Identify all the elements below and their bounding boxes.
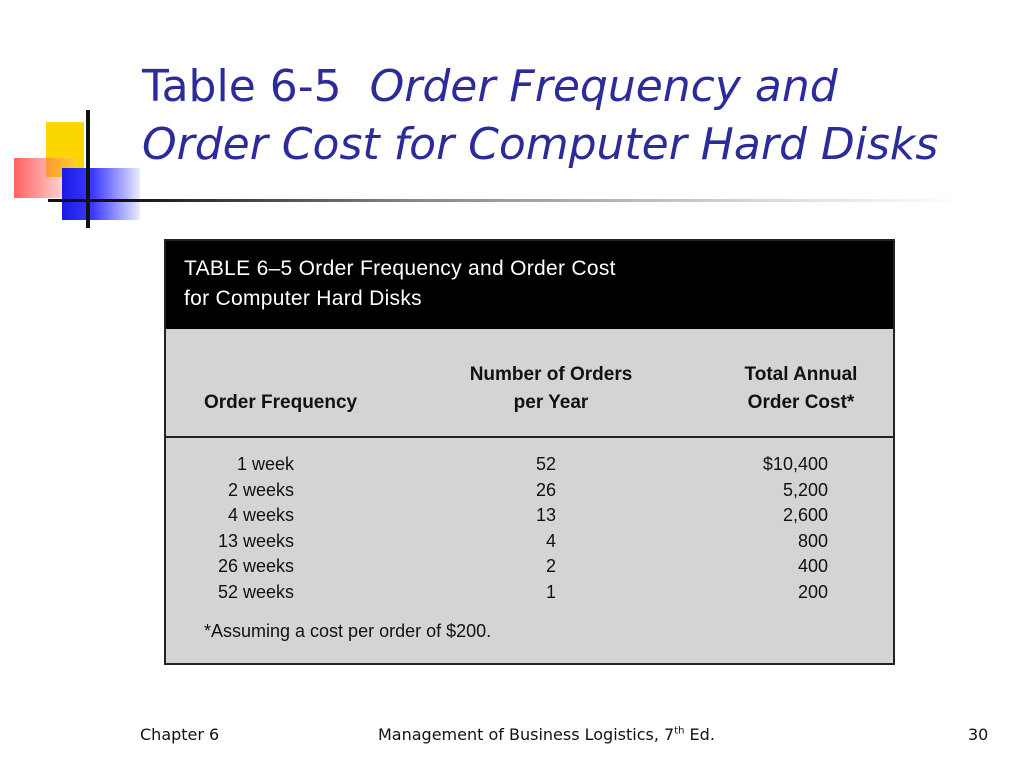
col1-header-line2: Order Frequency (204, 392, 358, 413)
header-divider (166, 436, 893, 438)
col3-header-line2: Order Cost* (747, 392, 855, 413)
table-row (166, 531, 893, 557)
title-plain: Table 6-5 (142, 61, 342, 112)
table-header-line2: for Computer Hard Disks (184, 287, 422, 310)
cell-frequency: 2 weeks (227, 479, 294, 500)
table-row (166, 582, 893, 608)
table-row (166, 454, 893, 480)
cell-orders: 13 (535, 505, 556, 525)
footer-book-title (378, 725, 715, 744)
cell-frequency: 52 weeks (217, 581, 294, 602)
slide-decoration (0, 0, 150, 240)
col3-header-line1: Total Annual (744, 364, 858, 385)
table-footnote: *Assuming a cost per order of $200. (204, 621, 492, 641)
vertical-line-decoration (86, 110, 90, 228)
col2-header-line1: Number of Orders (469, 364, 633, 385)
cell-orders: 2 (545, 556, 556, 576)
cell-cost: 200 (797, 581, 828, 602)
table-row (166, 480, 893, 506)
cell-cost: 400 (797, 556, 828, 576)
cell-cost: 2,600 (782, 505, 828, 525)
cell-frequency: 13 weeks (217, 530, 294, 551)
footer-book-main: Management of Business Logistics, 7 (378, 725, 675, 744)
footer-page-number: 30 (968, 725, 989, 744)
cell-frequency: 4 weeks (227, 505, 294, 525)
title-italic-line2: Order Cost for Computer Hard Disks (142, 119, 939, 170)
cell-orders: 26 (535, 479, 556, 500)
cell-frequency: 1 week (236, 454, 294, 474)
title-italic-line1: Order Frequency and (369, 61, 838, 112)
footer-book-sup: th (674, 725, 685, 737)
table-body (166, 454, 893, 607)
cell-frequency: 26 weeks (217, 556, 294, 576)
table-row (166, 505, 893, 531)
col2-header-line2: per Year (513, 392, 589, 413)
cell-orders: 1 (545, 581, 556, 602)
footer-chapter: Chapter 6 (140, 725, 220, 744)
slide-title (142, 58, 1002, 174)
table-column-headers (166, 361, 893, 441)
title-underline (48, 199, 968, 202)
cell-cost: 800 (797, 530, 828, 551)
table-figure-header (166, 241, 893, 329)
blue-square-decoration (62, 168, 140, 220)
cell-orders: 52 (535, 454, 556, 474)
footer-book-end: Ed. (684, 725, 715, 744)
table-header-line1: TABLE 6–5 Order Frequency and Order Cost (184, 257, 616, 280)
cell-cost: $10,400 (762, 454, 828, 474)
cell-cost: 5,200 (782, 479, 828, 500)
table-row (166, 556, 893, 582)
cell-orders: 4 (545, 530, 556, 551)
table-figure (164, 239, 895, 665)
